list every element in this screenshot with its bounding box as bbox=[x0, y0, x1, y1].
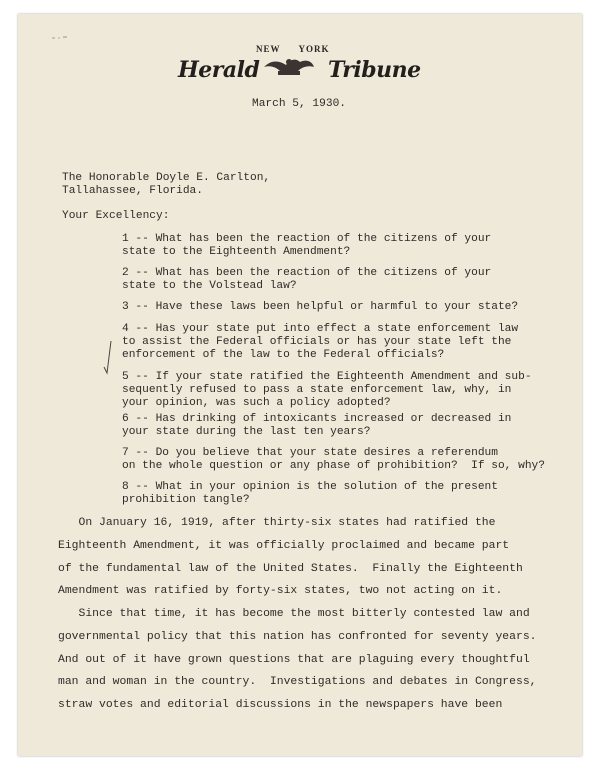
masthead bbox=[178, 44, 421, 90]
question-line: 8 -- What in your opinion is the solution of the present bbox=[122, 481, 498, 493]
masthead-tribune: Tribune bbox=[328, 57, 421, 83]
paragraph-line: And out of it have grown questions that are plaguing every thoughtful bbox=[58, 653, 530, 666]
question-line: enforcement of the law to the Federal officials? bbox=[122, 349, 445, 361]
question-item bbox=[122, 267, 491, 293]
paragraph-line: Eighteenth Amendment, it was officially proclaimed and became part bbox=[58, 539, 510, 552]
address-line: Tallahassee, Florida. bbox=[62, 185, 203, 197]
body-paragraph bbox=[58, 603, 538, 717]
question-line: prohibition tangle? bbox=[122, 494, 250, 506]
question-line: 4 -- Has your state put into effect a state enforcement law bbox=[122, 323, 519, 335]
question-line: 5 -- If your state ratified the Eighteenth Amendment and sub- bbox=[122, 371, 532, 383]
letter-date: March 5, 1930. bbox=[252, 98, 346, 110]
paragraph-line: On January 16, 1919, after thirty-six states had ratified the bbox=[58, 517, 496, 529]
question-line: 7 -- Do you believe that your state desires a referendum bbox=[122, 447, 498, 459]
masthead-york: YORK bbox=[298, 44, 330, 54]
question-line: state to the Eighteenth Amendment? bbox=[122, 246, 351, 258]
question-item bbox=[122, 481, 498, 507]
question-line: 6 -- Has drinking of intoxicants increased or decreased in bbox=[122, 413, 512, 425]
masthead-new: NEW bbox=[256, 44, 281, 54]
paragraph-line: of the fundamental law of the United States. Finally the Eighteenth bbox=[58, 562, 523, 575]
pencil-check-mark bbox=[103, 340, 113, 376]
question-item bbox=[122, 323, 518, 362]
question-line: 1 -- What has been the reaction of the citizens of your bbox=[122, 233, 492, 245]
paragraph-line: Amendment was ratified by forty-six states, two not acting on it. bbox=[58, 585, 503, 598]
paragraph-line: man and woman in the country. Investigations and debates in Congress, bbox=[58, 676, 537, 689]
paragraph-line: straw votes and editorial discussions in the newspapers have been bbox=[58, 699, 503, 712]
question-line: state to the Volstead law? bbox=[122, 280, 297, 292]
question-line: 2 -- What has been the reaction of the citizens of your bbox=[122, 267, 492, 279]
body-paragraph bbox=[58, 512, 538, 603]
address-line: The Honorable Doyle E. Carlton, bbox=[62, 172, 271, 184]
question-item bbox=[122, 301, 518, 314]
question-line: your state during the last ten years? bbox=[122, 426, 371, 438]
paragraph-line: governmental policy that this nation has confronted for seventy years. bbox=[58, 630, 537, 643]
question-item bbox=[122, 233, 491, 259]
paper-speck-mark bbox=[52, 36, 72, 40]
recipient-address bbox=[62, 172, 270, 198]
question-item bbox=[122, 371, 532, 410]
salutation: Your Excellency: bbox=[62, 210, 170, 222]
masthead-herald: Herald bbox=[178, 57, 260, 83]
question-line: to assist the Federal officials or has your state left the bbox=[122, 336, 512, 348]
question-line: on the whole question or any phase of prohibition? If so, why? bbox=[122, 460, 545, 472]
question-line: 3 -- Have these laws been helpful or harmful to your state? bbox=[122, 301, 519, 313]
question-line: your opinion, was such a policy adopted? bbox=[122, 397, 391, 409]
question-item bbox=[122, 413, 511, 439]
paragraph-line: Since that time, it has become the most bitterly contested law and bbox=[58, 608, 530, 620]
question-item bbox=[122, 447, 545, 473]
question-line: sequently refused to pass a state enforcement law, why, in bbox=[122, 384, 512, 396]
eagle-emblem-icon bbox=[262, 53, 316, 77]
